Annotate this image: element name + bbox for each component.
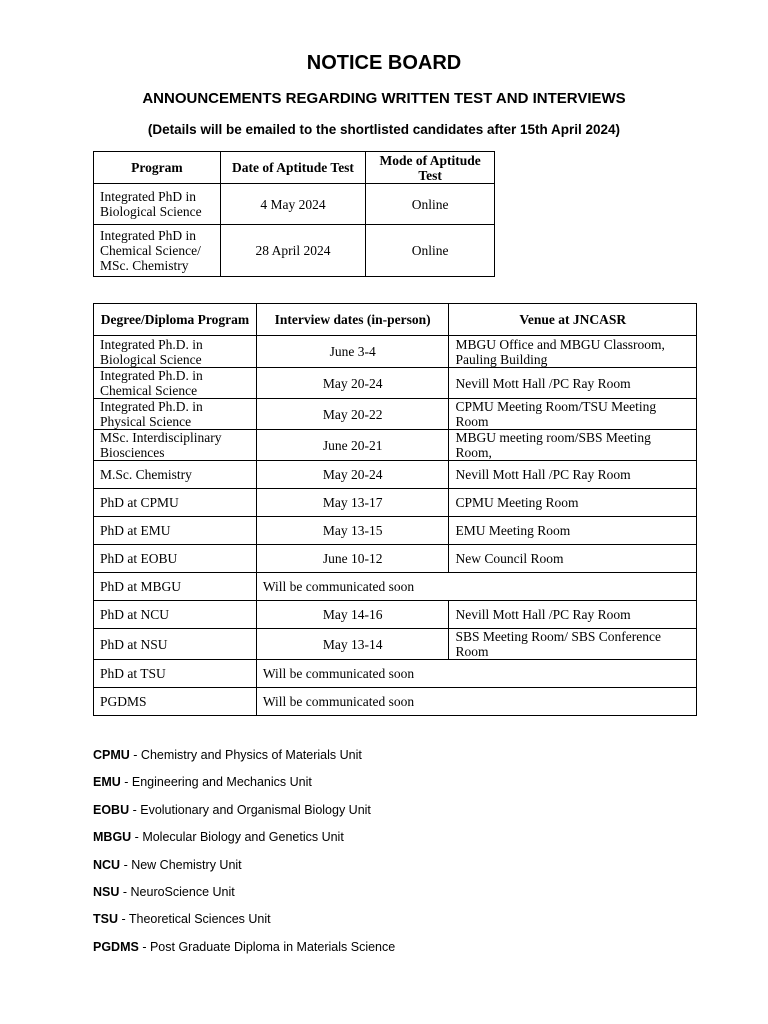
abbreviation-legend <box>93 746 395 965</box>
legend-item-emu <box>93 773 395 800</box>
venue-cell: New Council Room <box>449 545 697 573</box>
legend-separator: - <box>129 748 141 762</box>
table-row <box>94 225 495 277</box>
legend-abbr: EOBU <box>93 802 130 817</box>
dates-cell: June 3-4 <box>256 336 449 368</box>
column-header-program: Program <box>94 152 221 184</box>
column-header-program: Degree/Diploma Program <box>94 304 257 336</box>
program-cell: PhD at EOBU <box>94 545 257 573</box>
table-row <box>94 660 697 688</box>
table-row <box>94 336 697 368</box>
legend-full: Evolutionary and Organismal Biology Unit <box>140 802 371 817</box>
status-cell: Will be communicated soon <box>256 660 696 688</box>
legend-full: NeuroScience Unit <box>130 884 235 899</box>
table-row <box>94 368 697 399</box>
legend-full: Chemistry and Physics of Materials Unit <box>140 748 362 762</box>
legend-item-cpmu <box>93 746 395 773</box>
table-row <box>94 629 697 660</box>
venue-cell: EMU Meeting Room <box>449 517 697 545</box>
program-cell: PGDMS <box>94 688 257 716</box>
venue-cell: MBGU Office and MBGU Classroom, Pauling Building <box>449 336 697 368</box>
program-cell: MSc. Interdisciplinary Biosciences <box>94 430 257 461</box>
legend-abbr: EMU <box>93 775 121 790</box>
table-row <box>94 573 697 601</box>
legend-full: Molecular Biology and Genetics Unit <box>142 830 344 845</box>
program-cell: Integrated Ph.D. in Biological Science <box>94 336 257 368</box>
dates-cell: June 20-21 <box>256 430 449 461</box>
legend-abbr: MBGU <box>93 830 132 845</box>
venue-cell: Nevill Mott Hall /PC Ray Room <box>449 601 697 629</box>
column-header-venue: Venue at JNCASR <box>449 304 697 336</box>
legend-separator: - <box>129 802 141 817</box>
legend-abbr: PGDMS <box>93 939 139 954</box>
table-row <box>94 184 495 225</box>
program-cell: PhD at NSU <box>94 629 257 660</box>
venue-cell: SBS Meeting Room/ SBS Conference Room <box>449 629 697 660</box>
program-cell: PhD at MBGU <box>94 573 257 601</box>
legend-separator: - <box>119 884 131 899</box>
legend-abbr: TSU <box>93 912 118 927</box>
dates-cell: May 20-22 <box>256 399 449 430</box>
legend-item-mbgu <box>93 828 395 855</box>
legend-abbr: CPMU <box>93 748 130 762</box>
legend-separator: - <box>118 912 129 927</box>
legend-item-nsu <box>93 883 395 910</box>
interview-schedule-table <box>93 303 697 716</box>
date-cell: 28 April 2024 <box>220 225 366 277</box>
table-row <box>94 688 697 716</box>
column-header-mode: Mode of Aptitude Test <box>366 152 495 184</box>
column-header-dates: Interview dates (in-person) <box>256 304 449 336</box>
table-row <box>94 517 697 545</box>
status-cell: Will be communicated soon <box>256 688 696 716</box>
legend-item-ncu <box>93 856 395 883</box>
table-row <box>94 399 697 430</box>
venue-cell: MBGU meeting room/SBS Meeting Room, <box>449 430 697 461</box>
program-cell: PhD at NCU <box>94 601 257 629</box>
legend-full: Engineering and Mechanics Unit <box>131 775 312 790</box>
dates-cell: May 14-16 <box>256 601 449 629</box>
program-cell: PhD at TSU <box>94 660 257 688</box>
legend-abbr: NSU <box>93 884 120 899</box>
dates-cell: May 13-17 <box>256 489 449 517</box>
legend-item-eobu <box>93 801 395 828</box>
legend-item-pgdms <box>93 938 395 965</box>
notice-note: (Details will be emailed to the shortlisted candidates after 15th April 2024) <box>147 122 621 137</box>
mode-cell: Online <box>366 225 495 277</box>
legend-separator: - <box>138 939 150 954</box>
program-cell: Integrated PhD in Biological Science <box>94 184 221 225</box>
program-cell: Integrated Ph.D. in Physical Science <box>94 399 257 430</box>
dates-cell: May 13-15 <box>256 517 449 545</box>
dates-cell: June 10-12 <box>256 545 449 573</box>
venue-cell: Nevill Mott Hall /PC Ray Room <box>449 368 697 399</box>
venue-cell: CPMU Meeting Room <box>449 489 697 517</box>
table-row <box>94 545 697 573</box>
page-subtitle: ANNOUNCEMENTS REGARDING WRITTEN TEST AND INTERVIEWS <box>142 90 626 107</box>
program-cell: PhD at CPMU <box>94 489 257 517</box>
venue-cell: Nevill Mott Hall /PC Ray Room <box>449 461 697 489</box>
date-cell: 4 May 2024 <box>220 184 366 225</box>
column-header-date: Date of Aptitude Test <box>220 152 366 184</box>
legend-separator: - <box>120 857 132 872</box>
legend-separator: - <box>131 830 143 845</box>
page-title: NOTICE BOARD <box>306 52 462 74</box>
table-row <box>94 461 697 489</box>
table-row <box>94 601 697 629</box>
table-row <box>94 430 697 461</box>
program-cell: Integrated Ph.D. in Chemical Science <box>94 368 257 399</box>
program-cell: M.Sc. Chemistry <box>94 461 257 489</box>
dates-cell: May 20-24 <box>256 461 449 489</box>
legend-full: Post Graduate Diploma in Materials Science <box>149 939 396 954</box>
dates-cell: May 13-14 <box>256 629 449 660</box>
program-cell: PhD at EMU <box>94 517 257 545</box>
venue-cell: CPMU Meeting Room/TSU Meeting Room <box>449 399 697 430</box>
legend-abbr: NCU <box>93 857 121 872</box>
legend-full: New Chemistry Unit <box>131 857 242 872</box>
legend-separator: - <box>120 775 132 790</box>
dates-cell: May 20-24 <box>256 368 449 399</box>
aptitude-test-table <box>93 151 495 277</box>
legend-full: Theoretical Sciences Unit <box>128 912 271 927</box>
program-cell: Integrated PhD in Chemical Science/ MSc. Chemistry <box>94 225 221 277</box>
legend-item-tsu <box>93 910 395 937</box>
status-cell: Will be communicated soon <box>256 573 696 601</box>
table-row <box>94 489 697 517</box>
mode-cell: Online <box>366 184 495 225</box>
